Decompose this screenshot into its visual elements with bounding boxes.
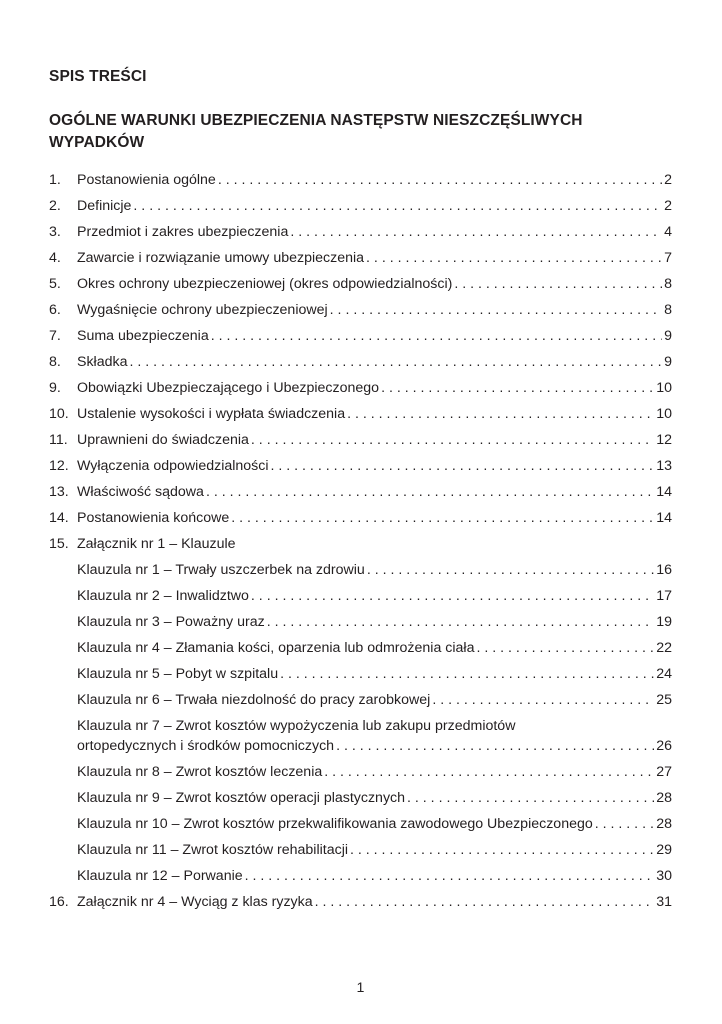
toc-clause-entry[interactable]: Klauzula nr 11 – Zwrot kosztów rehabilitacji . . . 29 [49, 840, 672, 860]
toc-entry[interactable]: 3. Przedmiot i zakres ubezpieczenia . . . 4 [49, 222, 672, 242]
toc-entry[interactable]: 8. Składka . . . 9 [49, 352, 672, 372]
toc-entry[interactable]: 2. Definicje . . . 2 [49, 196, 672, 216]
page-number: 1 [356, 980, 365, 996]
toc-entry[interactable]: 1. Postanowienia ogólne . . . 2 [49, 170, 672, 190]
toc-clause-entry[interactable]: Klauzula nr 12 – Porwanie . . . 30 [49, 866, 672, 886]
toc-clause-entry[interactable]: Klauzula nr 8 – Zwrot kosztów leczenia . . . 27 [49, 762, 672, 782]
toc-clause-entry[interactable]: Klauzula nr 6 – Trwała niezdolność do pracy zarobkowej . . . 25 [49, 690, 672, 710]
document-title: OGÓLNE WARUNKI UBEZPIECZENIA NASTĘPSTW NIESZCZĘŚLIWYCH WYPADKÓW [49, 112, 583, 151]
toc-heading: SPIS TREŚCI [49, 68, 147, 85]
toc-entry[interactable]: 15. Załącznik nr 1 – Klauzule [49, 536, 236, 552]
toc-clause-entry[interactable]: Klauzula nr 3 – Poważny uraz . . . 19 [49, 612, 672, 632]
toc-entry[interactable]: 12. Wyłączenia odpowiedzialności . . . 13 [49, 456, 672, 476]
document-page [49, 0, 672, 1024]
table-of-contents [49, 170, 672, 918]
toc-clause-entry[interactable]: Klauzula nr 9 – Zwrot kosztów operacji plastycznych . . . 28 [49, 788, 672, 808]
toc-entry[interactable]: 16. Załącznik nr 4 – Wyciąg z klas ryzyka . . . 31 [49, 892, 672, 912]
toc-entry[interactable]: 6. Wygaśnięcie ochrony ubezpieczeniowej . . . 8 [49, 300, 672, 320]
toc-clause-entry[interactable]: Klauzula nr 4 – Złamania kości, oparzenia lub odmrożenia ciała . . . 22 [49, 638, 672, 658]
toc-entry[interactable]: 11. Uprawnieni do świadczenia . . . 12 [49, 430, 672, 450]
toc-clause-entry[interactable]: Klauzula nr 10 – Zwrot kosztów przekwalifikowania zawodowego Ubezpieczonego . . . 28 [49, 814, 672, 834]
toc-entry[interactable]: 5. Okres ochrony ubezpieczeniowej (okres odpowiedzialności) . . . 8 [49, 274, 672, 294]
toc-clause-entry[interactable]: Klauzula nr 5 – Pobyt w szpitalu . . . 24 [49, 664, 672, 684]
toc-entry[interactable]: 9. Obowiązki Ubezpieczającego i Ubezpieczonego . . . 10 [49, 378, 672, 398]
toc-entry[interactable]: 10. Ustalenie wysokości i wypłata świadczenia . . . 10 [49, 404, 672, 424]
toc-entry[interactable]: 4. Zawarcie i rozwiązanie umowy ubezpieczenia . . . 7 [49, 248, 672, 268]
toc-clause-entry[interactable]: Klauzula nr 1 – Trwały uszczerbek na zdrowiu . . . 16 [49, 560, 672, 580]
toc-clause-entry[interactable]: Klauzula nr 2 – Inwalidztwo . . . 17 [49, 586, 672, 606]
toc-entry[interactable]: 13. Właściwość sądowa . . . 14 [49, 482, 672, 502]
toc-entry[interactable]: 14. Postanowienia końcowe . . . 14 [49, 508, 672, 528]
toc-entry[interactable]: 7. Suma ubezpieczenia . . . 9 [49, 326, 672, 346]
toc-clause-entry[interactable]: Klauzula nr 7 – Zwrot kosztów wypożyczenia lub zakupu przedmiotów ortopedycznych i środków pomocniczych . . . 26 [49, 716, 672, 756]
